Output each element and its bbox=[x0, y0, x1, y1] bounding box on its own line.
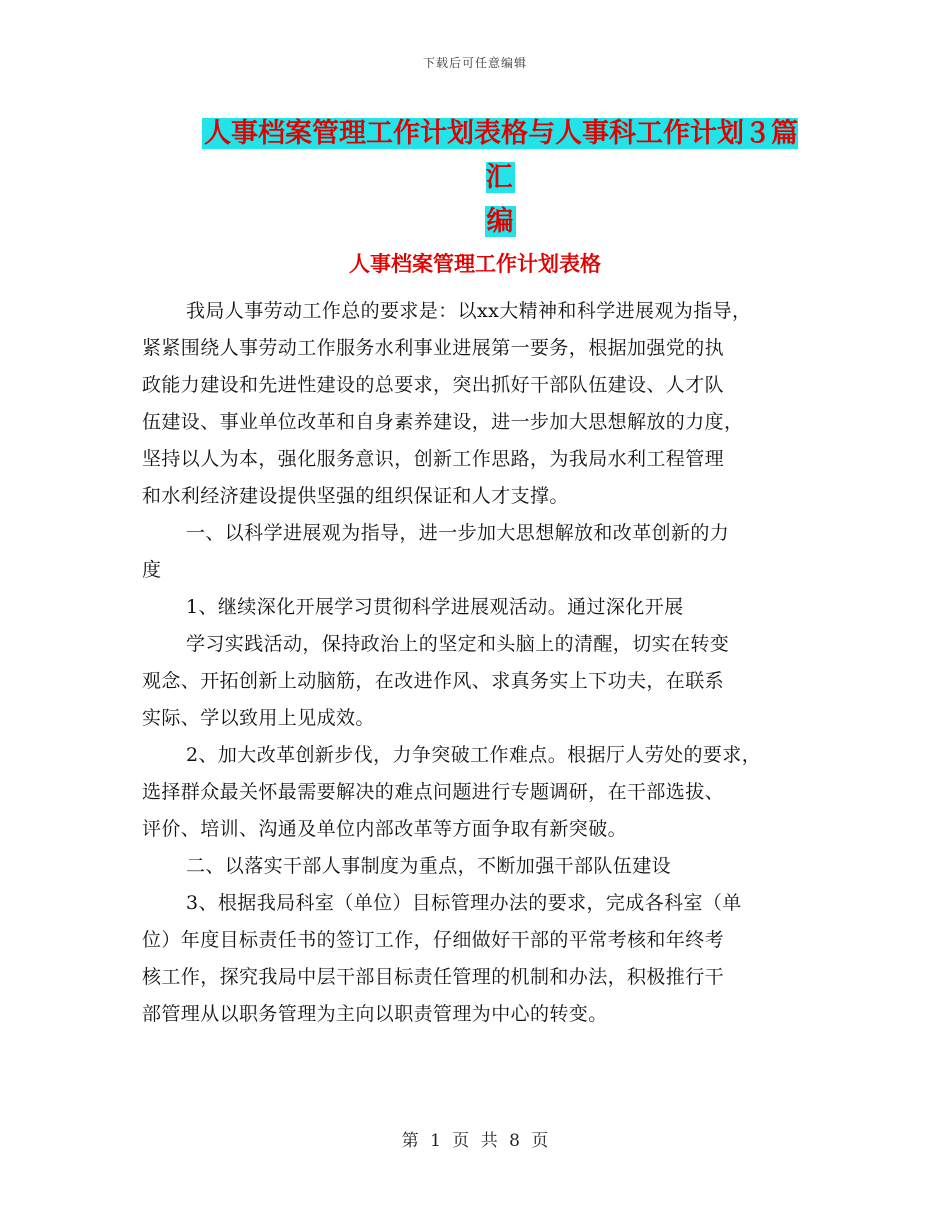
heading-line: 一、以科学进展观为指导，进一步加大思想解放和改革创新的力 bbox=[186, 522, 730, 544]
paragraph-line: 选择群众最关怀最需要解决的难点问题进行专题调研，在干部选拔、 bbox=[142, 781, 725, 803]
paragraph-line: 实际、学以致用上见成效。 bbox=[142, 707, 375, 729]
paragraph-line: 核工作，探究我局中层干部目标责任管理的机制和办法，积极推行干 bbox=[142, 966, 725, 988]
paragraph-line: 政能力建设和先进性建设的总要求，突出抓好干部队伍建设、人才队 bbox=[142, 374, 725, 396]
heading-line: 度 bbox=[142, 559, 162, 581]
document-title bbox=[190, 112, 810, 244]
title-line-2: 编 bbox=[486, 206, 514, 237]
paragraph-line: 我局人事劳动工作总的要求是：以xx大精神和科学进展观为指导， bbox=[186, 300, 752, 322]
title-line-1: 人事档案管理工作计划表格与人事科工作计划３篇汇 bbox=[204, 118, 798, 193]
paragraph-line: 部管理从以职务管理为主向以职责管理为中心的转变。 bbox=[142, 1003, 608, 1025]
paragraph-line: 和水利经济建设提供坚强的组织保证和人才支撑。 bbox=[142, 485, 569, 507]
paragraph-line: 坚持以人为本，强化服务意识，创新工作思路，为我局水利工程管理 bbox=[142, 448, 725, 470]
header-note: 下载后可任意编辑 bbox=[422, 56, 527, 70]
paragraph-line: 学习实践活动，保持政治上的坚定和头脑上的清醒，切实在转变 bbox=[186, 633, 730, 655]
section-title: 人事档案管理工作计划表格 bbox=[349, 252, 601, 276]
paragraph-line: 紧紧围绕人事劳动工作服务水利事业进展第一要务，根据加强党的执 bbox=[142, 337, 725, 359]
body-text bbox=[142, 293, 822, 1033]
heading-line: 二、以落实干部人事制度为重点，不断加强干部队伍建设 bbox=[186, 855, 672, 877]
paragraph-line: 伍建设、事业单位改革和自身素养建设，进一步加大思想解放的力度， bbox=[142, 411, 744, 433]
paragraph-line: 2、加大改革创新步伐，力争突破工作难点。根据厅人劳处的要求， bbox=[186, 744, 762, 766]
page-footer: 第 1 页 共 8 页 bbox=[401, 1131, 549, 1151]
paragraph-line: 位）年度目标责任书的签订工作，仔细做好干部的平常考核和年终考 bbox=[142, 929, 725, 951]
paragraph-line: 观念、开拓创新上动脑筋，在改进作风、求真务实上下功夫，在联系 bbox=[142, 670, 725, 692]
paragraph-line: 评价、培训、沟通及单位内部改革等方面争取有新突破。 bbox=[142, 818, 628, 840]
paragraph-line: 3、根据我局科室（单位）目标管理办法的要求，完成各科室（单 bbox=[186, 892, 742, 914]
paragraph-line: 1、继续深化开展学习贯彻科学进展观活动。通过深化开展 bbox=[186, 596, 684, 618]
